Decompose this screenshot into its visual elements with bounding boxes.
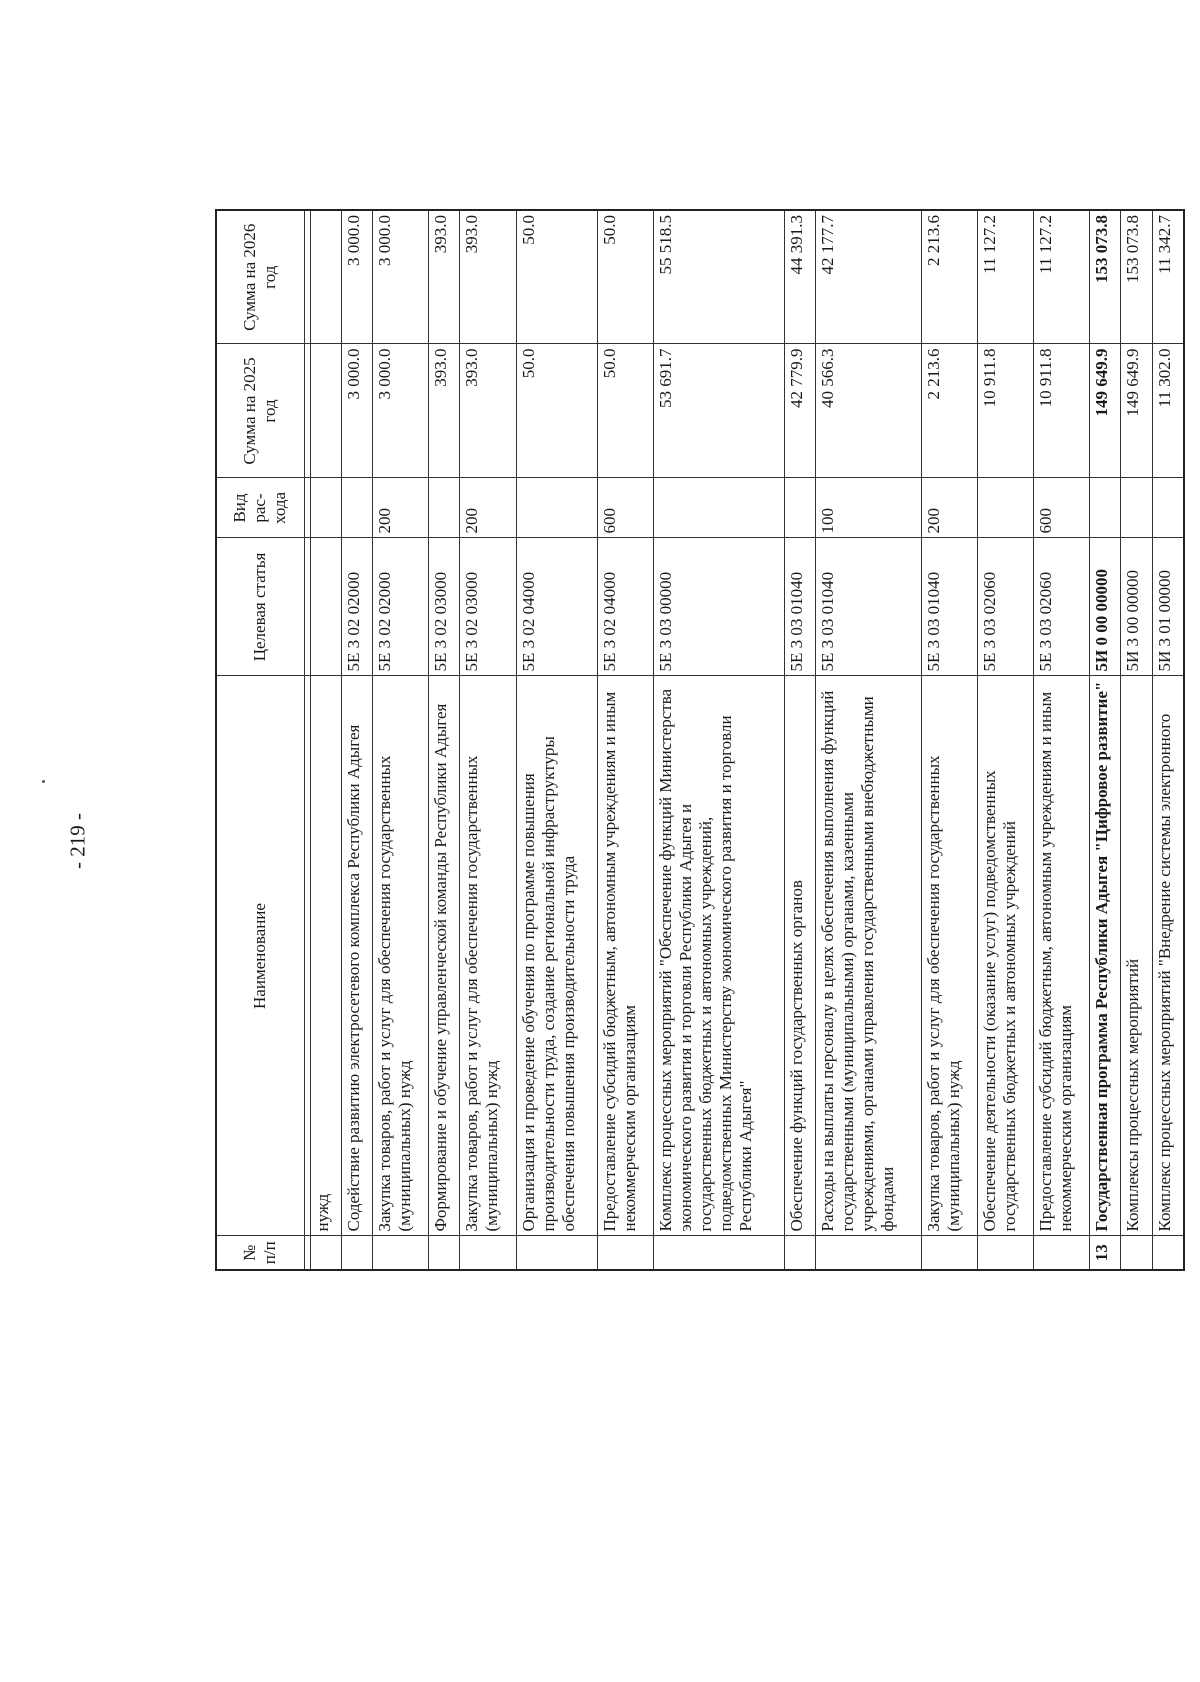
table-row [1090,210,1121,1270]
row-sum-2026-cell: 153 073.8 [1090,210,1121,344]
row-target-article-cell [310,538,341,676]
row-name-cell: Закупка товаров, работ и услуг для обеспечения государственных (муниципальных) нужд [921,676,977,1236]
row-expense-type-cell: 100 [815,478,921,538]
row-sum-2026-cell: 42 177.7 [815,210,921,344]
row-sum-2026-cell: 50.0 [597,210,653,344]
row-target-article-cell: 5Е 3 03 01040 [815,538,921,676]
table-row [1034,210,1090,1270]
row-sum-2025-cell: 3 000.0 [373,344,429,478]
row-sum-2025-cell: 149 649.9 [1121,344,1152,478]
row-sum-2026-cell: 55 518.5 [653,210,784,344]
row-number-cell [784,1236,815,1270]
row-name-cell: Комплекс процессных мероприятий "Обеспечение функций Министерства экономического развития и торговли Республики Адыгея и государственных бюджетных и автономных учреждений, подведомственных Министерству экономического развития и торговли Республики Адыгея" [653,676,784,1236]
table-row [977,210,1033,1270]
header-target-article: Целевая статья [216,538,304,676]
table-row [597,210,653,1270]
row-expense-type-cell [429,478,460,538]
row-sum-2026-cell: 393.0 [460,210,516,344]
row-number-cell [373,1236,429,1270]
row-sum-2026-cell: 3 000.0 [341,210,372,344]
row-name-cell: Закупка товаров, работ и услуг для обеспечения государственных (муниципальных) нужд [460,676,516,1236]
row-number-cell [429,1236,460,1270]
row-sum-2025-cell: 10 911.8 [977,344,1033,478]
table-row [373,210,429,1270]
row-target-article-cell: 5Е 3 02 02000 [341,538,372,676]
row-number-cell [597,1236,653,1270]
row-name-cell: Государственная программа Республики Адыгея "Цифровое развитие" [1090,676,1121,1236]
row-sum-2025-cell: 42 779.9 [784,344,815,478]
table-row [784,210,815,1270]
row-number-cell [1152,1236,1184,1270]
row-expense-type-cell [1121,478,1152,538]
row-expense-type-cell: 600 [1034,478,1090,538]
page-number: - 219 - [65,813,90,869]
row-expense-type-cell: 600 [597,478,653,538]
row-expense-type-cell [977,478,1033,538]
row-target-article-cell: 5И 0 00 00000 [1090,538,1121,676]
row-number-cell [516,1236,597,1270]
table-row [815,210,921,1270]
row-sum-2026-cell: 50.0 [516,210,597,344]
row-sum-2025-cell: 393.0 [460,344,516,478]
row-sum-2026-cell: 44 391.3 [784,210,815,344]
table-row [1121,210,1152,1270]
row-target-article-cell: 5Е 3 03 02060 [977,538,1033,676]
row-name-cell: Предоставление субсидий бюджетным, автономным учреждениям и иным некоммерческим организациям [1034,676,1090,1236]
row-sum-2025-cell [310,344,341,478]
row-sum-2025-cell: 3 000.0 [341,344,372,478]
header-expense-type: Вид рас-хода [216,478,304,538]
row-sum-2026-cell: 3 000.0 [373,210,429,344]
table-row [516,210,597,1270]
header-name: Наименование [216,676,304,1236]
row-name-cell: Предоставление субсидий бюджетным, автономным учреждениям и иным некоммерческим организациям [597,676,653,1236]
row-sum-2025-cell: 50.0 [597,344,653,478]
row-number-cell [460,1236,516,1270]
budget-table-rotated [215,211,1185,1271]
table-row [1152,210,1184,1270]
scan-speck [42,780,45,783]
row-expense-type-cell [516,478,597,538]
row-number-cell [1121,1236,1152,1270]
row-target-article-cell: 5Е 3 02 03000 [429,538,460,676]
row-expense-type-cell [310,478,341,538]
row-sum-2025-cell: 393.0 [429,344,460,478]
row-expense-type-cell [1090,478,1121,538]
row-name-cell: Расходы на выплаты персоналу в целях обеспечения выполнения функций государственными (муниципальными) органами, казенными учреждениями, органами управления государственными внебюджетными фондами [815,676,921,1236]
row-number-cell [815,1236,921,1270]
row-target-article-cell: 5Е 3 03 01040 [921,538,977,676]
header-sum-2026: Сумма на 2026 год [216,210,304,344]
row-name-cell: Обеспечение деятельности (оказание услуг) подведомственных государственных бюджетных и автономных учреждений [977,676,1033,1236]
row-sum-2025-cell: 53 691.7 [653,344,784,478]
row-expense-type-cell: 200 [921,478,977,538]
row-number-cell [653,1236,784,1270]
row-target-article-cell: 5Е 3 02 03000 [460,538,516,676]
table-body [304,210,1184,1270]
header-number: № п/п [216,1236,304,1270]
row-target-article-cell: 5Е 3 03 00000 [653,538,784,676]
row-number-cell [1034,1236,1090,1270]
row-sum-2026-cell: 393.0 [429,210,460,344]
row-name-cell: Формирование и обучение управленческой команды Республики Адыгея [429,676,460,1236]
row-number-cell [977,1236,1033,1270]
table-row [460,210,516,1270]
table-row [341,210,372,1270]
header-sum-2025: Сумма на 2025 год [216,344,304,478]
row-sum-2025-cell: 2 213.6 [921,344,977,478]
row-expense-type-cell [784,478,815,538]
row-number-cell [921,1236,977,1270]
row-number-cell: 13 [1090,1236,1121,1270]
row-expense-type-cell [1152,478,1184,538]
row-expense-type-cell: 200 [373,478,429,538]
row-number-cell [341,1236,372,1270]
row-expense-type-cell [653,478,784,538]
row-sum-2025-cell: 50.0 [516,344,597,478]
row-number-cell [310,1236,341,1270]
row-name-cell: Обеспечение функций государственных органов [784,676,815,1236]
row-target-article-cell: 5Е 3 02 04000 [516,538,597,676]
row-sum-2026-cell: 2 213.6 [921,210,977,344]
row-target-article-cell: 5И 3 00 00000 [1121,538,1152,676]
row-name-cell: Содействие развитию электросетевого комплекса Республики Адыгея [341,676,372,1236]
table-row [921,210,977,1270]
row-sum-2026-cell: 11 127.2 [1034,210,1090,344]
row-sum-2026-cell [310,210,341,344]
budget-table [215,209,1185,1271]
row-expense-type-cell [341,478,372,538]
row-name-cell: Комплексы процессных мероприятий [1121,676,1152,1236]
row-target-article-cell: 5Е 3 03 02060 [1034,538,1090,676]
table-row [429,210,460,1270]
row-sum-2026-cell: 153 073.8 [1121,210,1152,344]
row-sum-2026-cell: 11 127.2 [977,210,1033,344]
table-row [653,210,784,1270]
row-sum-2025-cell: 11 302.0 [1152,344,1184,478]
row-target-article-cell: 5Е 3 02 02000 [373,538,429,676]
row-sum-2026-cell: 11 342.7 [1152,210,1184,344]
row-name-cell: Закупка товаров, работ и услуг для обеспечения государственных (муниципальных) нужд [373,676,429,1236]
row-sum-2025-cell: 10 911.8 [1034,344,1090,478]
table-header-row [216,210,304,1270]
row-sum-2025-cell: 40 566.3 [815,344,921,478]
row-name-cell: Комплекс процессных мероприятий "Внедрение системы электронного [1152,676,1184,1236]
row-name-cell: нужд [310,676,341,1236]
row-target-article-cell: 5Е 3 03 01040 [784,538,815,676]
row-sum-2025-cell: 149 649.9 [1090,344,1121,478]
row-expense-type-cell: 200 [460,478,516,538]
row-name-cell: Организация и проведение обучения по программе повышения производительности труда, создание региональной инфраструктуры обеспечения повышения производительности труда [516,676,597,1236]
row-target-article-cell: 5Е 3 02 04000 [597,538,653,676]
table-row [310,210,341,1270]
row-target-article-cell: 5И 3 01 00000 [1152,538,1184,676]
